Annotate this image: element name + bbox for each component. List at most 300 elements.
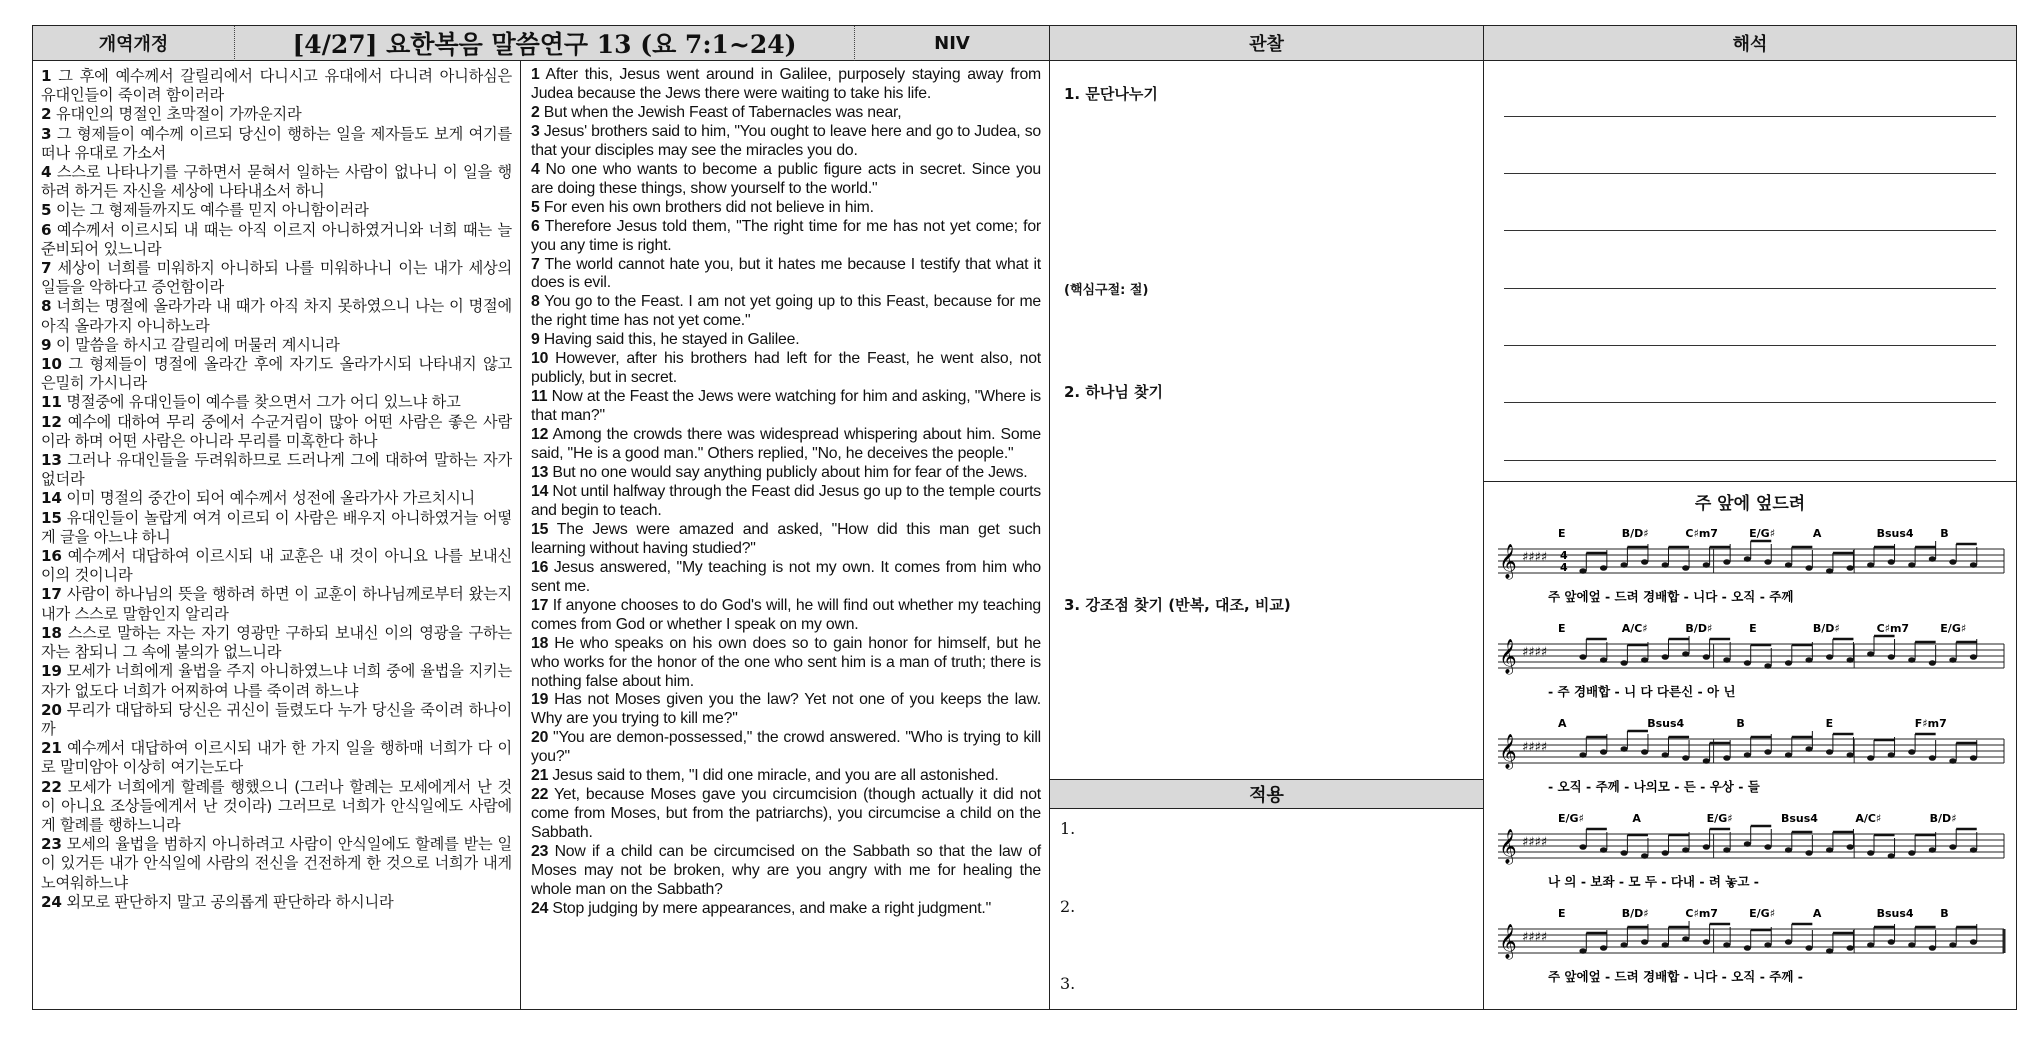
verse-number: 8 xyxy=(41,297,52,316)
chord-symbol: B/D♯ xyxy=(1812,622,1840,635)
page-title: [4/27] 요한복음 말씀연구 13 (요 7:1~24) xyxy=(235,26,855,61)
verse-number: 5 xyxy=(41,201,52,220)
verse-number: 11 xyxy=(531,388,548,406)
verse xyxy=(531,161,1041,199)
verse xyxy=(41,105,512,124)
lyric-line: - 주 경배합 - 니 다 다른신 - 아 닌 xyxy=(1548,684,1736,699)
verse xyxy=(41,585,512,623)
note-head xyxy=(1621,746,1628,752)
note-head xyxy=(1970,939,1977,945)
treble-clef: 𝄞 xyxy=(1499,639,1517,674)
note-head xyxy=(1847,565,1854,571)
verse-text: But no one would say anything publicly about him for fear of the Jews. xyxy=(548,464,1028,482)
note-head xyxy=(1682,755,1689,761)
writing-line xyxy=(1504,345,1996,346)
verse-text: 예수께서 대답하여 이르시되 내가 한 가지 일을 행하매 너희가 다 이로 말미암아 이상히 여기는도다 xyxy=(41,739,512,777)
verse xyxy=(531,521,1041,559)
note-head xyxy=(1826,948,1833,954)
note-head xyxy=(1867,562,1874,568)
verse-text: Now at the Feast the Jews were watching for him and asking, "Where is that man?" xyxy=(531,388,1041,425)
verse-text: If anyone chooses to do God's will, he will find out whether my teaching comes from God or whether I speak on my own. xyxy=(531,596,1041,633)
verse-text: After this, Jesus went around in Galilee, purposely staying away from Judea because the Jews there were waiting to take his life. xyxy=(531,66,1041,102)
verse-number: 24 xyxy=(531,899,549,917)
verse xyxy=(41,336,512,355)
note-head xyxy=(1929,847,1936,853)
verse-number: 14 xyxy=(41,489,62,508)
note-head xyxy=(1764,559,1771,565)
note-head xyxy=(1805,945,1812,951)
verse xyxy=(531,483,1041,521)
note-head xyxy=(1949,758,1956,764)
verse-number: 23 xyxy=(41,835,62,854)
note-head xyxy=(1970,562,1977,568)
note-head xyxy=(1949,559,1956,565)
verse-number: 4 xyxy=(531,160,540,178)
verse-number: 15 xyxy=(41,508,62,527)
verse-text: Has not Moses given you the law? Yet not one of you keeps the law. Why are you trying to kill me?" xyxy=(531,691,1041,728)
chord-symbol: F♯m7 xyxy=(1914,717,1947,730)
verse-text: 사람이 하나님의 뜻을 행하려 하면 이 교훈이 하나님께로부터 왔는지 내가 스스로 말함인지 알리라 xyxy=(41,585,512,623)
verse xyxy=(41,509,512,547)
note-head xyxy=(1579,568,1586,574)
note-head xyxy=(1847,945,1854,951)
verse-text: Jesus answered, "My teaching is not my own. It comes from him who sent me. xyxy=(531,558,1041,595)
note-head xyxy=(1641,749,1648,755)
note-head xyxy=(1826,749,1833,755)
chord-symbol: E/G♯ xyxy=(1558,812,1584,825)
verse-text: 너희는 명절에 올라가라 내 때가 아직 차지 못하였으니 나는 이 명절에 아직 올라가지 아니하노라 xyxy=(41,297,512,335)
treble-clef: 𝄞 xyxy=(1499,924,1517,959)
note-head xyxy=(1888,853,1895,859)
note-head xyxy=(1847,752,1854,758)
verse xyxy=(531,635,1041,692)
verse-text: 예수께서 대답하여 이르시되 내 교훈은 내 것이 아니요 나를 보내신 이의 것이니라 xyxy=(41,547,512,585)
chord-symbol: C♯m7 xyxy=(1876,622,1910,635)
note-head xyxy=(1703,939,1710,945)
verse xyxy=(41,413,512,451)
verse-text: However, after his brothers had left for the Feast, he went also, not publicly, but in secret. xyxy=(531,350,1041,387)
verse-text: 그 후에 예수께서 갈릴리에서 다니시고 유대에서 다니려 아니하심은 유대인들이 죽이려 함이러라 xyxy=(41,67,512,105)
chord-symbol: B xyxy=(1940,527,1949,540)
note-head xyxy=(1785,847,1792,853)
chord-symbol: A xyxy=(1632,812,1641,825)
note-head xyxy=(1867,850,1874,856)
note-head xyxy=(1826,847,1833,853)
version-label: 개역개정 xyxy=(33,26,235,61)
writing-line xyxy=(1504,230,1996,231)
verse-text: 예수에 대하여 무리 중에서 수군거림이 많아 어떤 사람은 좋은 사람이라 하며 어떤 사람은 아니라 무리를 미혹한다 하나 xyxy=(41,412,512,450)
note-head xyxy=(1805,657,1812,663)
note-head xyxy=(1805,850,1812,856)
verse-text: You go to the Feast. I am not yet going up to this Feast, because for me the right time has not yet come." xyxy=(531,293,1041,330)
note-head xyxy=(1703,758,1710,764)
verse-text: The world cannot hate you, but it hates me because I testify that what it does is evil. xyxy=(531,255,1041,292)
note-head xyxy=(1847,844,1854,850)
verse-text: 그 형제들이 명절에 올라간 후에 자기도 올라가시되 나타내지 않고 은밀히 가시니라 xyxy=(41,355,512,393)
note-head xyxy=(1764,663,1771,669)
note-head xyxy=(1600,657,1607,663)
note-head xyxy=(1682,565,1689,571)
verse-number: 6 xyxy=(531,217,540,235)
verse-number: 1 xyxy=(41,67,52,85)
note-head xyxy=(1744,752,1751,758)
verse xyxy=(531,104,1041,123)
verse xyxy=(41,221,512,259)
verse xyxy=(531,256,1041,294)
verse-text: 예수께서 이르시되 내 때는 아직 이르지 아니하였거니와 너희 때는 늘 준비되어 있느니라 xyxy=(41,220,512,258)
time-signature: 4 xyxy=(1560,549,1568,562)
verse xyxy=(41,125,512,163)
chord-symbol: B xyxy=(1940,907,1949,920)
verse xyxy=(531,597,1041,635)
lyric-line: 주 앞에엎 - 드려 경배합 - 니다 - 오직 - 주께 xyxy=(1548,589,1794,604)
note-head xyxy=(1662,654,1669,660)
note-head xyxy=(1867,651,1874,657)
verse-number: 4 xyxy=(41,163,52,182)
note-head xyxy=(1723,559,1730,565)
chord-symbol: E/G♯ xyxy=(1706,812,1733,825)
verse xyxy=(41,297,512,335)
verse-number: 5 xyxy=(531,198,540,216)
key-signature: ♯♯♯♯ xyxy=(1522,930,1548,945)
note-head xyxy=(1641,559,1648,565)
note-head xyxy=(1847,657,1854,663)
lyric-line: - 오직 - 주께 - 나의모 - 든 - 우상 - 들 xyxy=(1548,779,1760,794)
note-head xyxy=(1744,945,1751,951)
note-head xyxy=(1826,568,1833,574)
note-head xyxy=(1662,562,1669,568)
verse xyxy=(41,701,512,739)
verse-number: 22 xyxy=(531,786,549,804)
chord-symbol: A xyxy=(1812,907,1822,920)
note-head xyxy=(1949,942,1956,948)
verse-number: 9 xyxy=(41,335,52,354)
verse xyxy=(41,624,512,662)
note-head xyxy=(1662,752,1669,758)
verse-text: "You are demon-possessed," the crowd answered. "Who is trying to kill you?" xyxy=(531,729,1041,766)
verse-number: 16 xyxy=(41,547,62,566)
note-head xyxy=(1970,755,1977,761)
chord-symbol: Bsus4 xyxy=(1647,717,1685,730)
note-head xyxy=(1662,850,1669,856)
verse-number: 2 xyxy=(531,103,540,121)
verse-number: 11 xyxy=(41,393,62,412)
note-head xyxy=(1744,660,1751,666)
note-head xyxy=(1682,936,1689,942)
verse xyxy=(41,163,512,201)
chord-symbol: E/G♯ xyxy=(1940,622,1967,635)
verse-number: 18 xyxy=(41,623,62,642)
note-head xyxy=(1600,749,1607,755)
note-head xyxy=(1867,942,1874,948)
verse-text: 스스로 나타나기를 구하면서 묻혀서 일하는 사람이 없나니 이 일을 행하려 하거든 자신을 세상에 나타내소서 하니 xyxy=(41,163,512,201)
note-head xyxy=(1785,660,1792,666)
verse-number: 8 xyxy=(531,293,540,311)
verse-text: 그 형제들이 예수께 이르되 당신이 행하는 일을 제자들도 보게 여기를 떠나 유대로 가소서 xyxy=(41,124,512,162)
chord-symbol: B xyxy=(1736,717,1745,730)
verse xyxy=(531,199,1041,218)
verse-number: 16 xyxy=(531,558,549,576)
verse-number: 10 xyxy=(531,350,549,368)
chord-symbol: Bsus4 xyxy=(1876,527,1914,540)
verse-text: 외모로 판단하지 말고 공의롭게 판단하라 하시니라 xyxy=(61,892,394,911)
verse-text: 명절중에 유대인들이 예수를 찾으면서 그가 어디 있느냐 하고 xyxy=(61,393,461,412)
time-signature: 4 xyxy=(1560,561,1568,574)
chord-symbol: C♯m7 xyxy=(1685,907,1718,920)
verse xyxy=(531,350,1041,388)
verse-text: 이는 그 형제들까지도 예수를 믿지 아니함이러라 xyxy=(51,201,369,220)
verse xyxy=(531,388,1041,426)
note-head xyxy=(1579,844,1586,850)
note-head xyxy=(1723,755,1730,761)
verse xyxy=(531,123,1041,161)
note-head xyxy=(1600,847,1607,853)
key-verse-label: (핵심구절: 절) xyxy=(1064,283,1149,298)
verse-text: Therefore Jesus told them, "The right time for me has not yet come; for you any time is right. xyxy=(531,217,1041,254)
verse-number: 9 xyxy=(531,331,540,349)
note-head xyxy=(1908,657,1915,663)
note-head xyxy=(1908,942,1915,948)
note-head xyxy=(1723,942,1730,948)
note-head xyxy=(1888,752,1895,758)
writing-line xyxy=(1504,173,1996,174)
verse xyxy=(531,464,1041,483)
note-head xyxy=(1888,559,1895,565)
verse xyxy=(531,66,1041,104)
verse-text: 유대인의 명절인 초막절이 가까운지라 xyxy=(51,105,302,124)
chord-symbol: B/D♯ xyxy=(1621,527,1649,540)
chord-symbol: A xyxy=(1558,717,1567,730)
section-divider xyxy=(1484,481,2016,482)
note-head xyxy=(1826,654,1833,660)
chord-symbol: B/D♯ xyxy=(1685,622,1713,635)
verse-number: 3 xyxy=(41,124,52,143)
verse-text: Among the crowds there was widespread whispering about him. Some said, "He is a good man." Others replied, "No, he deceives the people." xyxy=(531,426,1041,463)
note-head xyxy=(1908,562,1915,568)
note-head xyxy=(1641,853,1648,859)
observation-column xyxy=(1050,61,1484,1009)
chord-symbol: A/C♯ xyxy=(1855,812,1882,825)
verse-number: 20 xyxy=(531,729,549,747)
verse-text: 모세가 너희에게 할례를 행했으니 (그러나 할례는 모세에게서 난 것이 아니요 조상들에게서 난 것이라) 그러므로 너희가 안식일에도 사람에게 할례를 행하느니라 xyxy=(41,777,512,834)
verse-number: 21 xyxy=(41,739,62,758)
note-head xyxy=(1929,755,1936,761)
verse xyxy=(531,293,1041,331)
verse xyxy=(41,489,512,508)
verse-number: 17 xyxy=(531,596,549,614)
verse-number: 10 xyxy=(41,355,62,374)
note-head xyxy=(1764,844,1771,850)
korean-text-column xyxy=(33,61,521,1009)
note-head xyxy=(1579,654,1586,660)
verse-number: 1 xyxy=(531,66,540,83)
verse-text: Having said this, he stayed in Galilee. xyxy=(539,331,800,349)
verse-number: 13 xyxy=(41,451,62,470)
verse-number: 20 xyxy=(41,700,62,719)
note-head xyxy=(1744,556,1751,562)
verse xyxy=(531,426,1041,464)
song-title: 주 앞에 엎드려 xyxy=(1694,494,1806,514)
application-header: 적용 xyxy=(1050,779,1483,809)
verse xyxy=(531,767,1041,786)
note-head xyxy=(1662,942,1669,948)
verse-text: The Jews were amazed and asked, "How did this man get such learning without having studied?" xyxy=(531,520,1041,557)
verse-text: 모세의 율법을 범하지 아니하려고 사람이 안식일에도 할례를 받는 일이 있거든 내가 안식일에 사람의 전신을 건전하게 한 것으로 너희가 내게 노여워하느냐 xyxy=(41,835,512,892)
note-head xyxy=(1949,844,1956,850)
note-head xyxy=(1723,847,1730,853)
niv-label: NIV xyxy=(855,26,1050,61)
interpretation-column xyxy=(1484,61,2016,1009)
note-head xyxy=(1579,752,1586,758)
note-head xyxy=(1764,749,1771,755)
note-head xyxy=(1888,654,1895,660)
study-sheet xyxy=(32,25,2017,1010)
key-signature: ♯♯♯♯ xyxy=(1522,740,1548,755)
verse-text: But when the Jewish Feast of Tabernacles was near, xyxy=(539,103,902,121)
verse xyxy=(531,900,1041,919)
key-signature: ♯♯♯♯ xyxy=(1522,645,1548,660)
verse-text: 스스로 말하는 자는 자기 영광만 구하되 보내신 이의 영광을 구하는 자는 참되니 그 속에 불의가 없느니라 xyxy=(41,623,512,662)
verse xyxy=(41,778,512,836)
verse-number: 3 xyxy=(531,122,540,140)
chord-symbol: Bsus4 xyxy=(1876,907,1914,920)
chord-symbol: B/D♯ xyxy=(1929,812,1957,825)
application-item-1: 1. xyxy=(1060,819,1076,838)
treble-clef: 𝄞 xyxy=(1499,829,1517,864)
note-head xyxy=(1621,660,1628,666)
interpret-header: 해석 xyxy=(1484,26,2016,61)
note-head xyxy=(1785,562,1792,568)
note-head xyxy=(1970,847,1977,853)
writing-line xyxy=(1504,402,1996,403)
verse-text: For even his own brothers did not believe in him. xyxy=(539,198,874,216)
lyric-line: 주 앞에엎 - 드려 경배합 - 니다 - 오직 - 주께 - xyxy=(1548,969,1803,984)
application-item-3: 3. xyxy=(1060,974,1076,993)
chord-symbol: E xyxy=(1558,907,1566,920)
key-signature: ♯♯♯♯ xyxy=(1522,835,1548,850)
verse-number: 7 xyxy=(41,259,52,278)
verse xyxy=(41,67,512,105)
note-head xyxy=(1867,755,1874,761)
chord-symbol: C♯m7 xyxy=(1685,527,1718,540)
verse-number: 2 xyxy=(41,105,52,124)
verse xyxy=(41,547,512,585)
verse-text: Stop judging by mere appearances, and make a right judgment." xyxy=(548,899,991,917)
verse xyxy=(531,786,1041,843)
verse-text: Now if a child can be circumcised on the Sabbath so that the law of Moses may not be broken, why are you angry with me for healing the whole man on the Sabbath? xyxy=(531,843,1041,898)
verse xyxy=(41,739,512,777)
note-head xyxy=(1682,651,1689,657)
note-head xyxy=(1805,565,1812,571)
chord-symbol: E xyxy=(1749,622,1757,635)
note-head xyxy=(1970,654,1977,660)
verse xyxy=(531,843,1041,900)
verse-number: 12 xyxy=(41,412,62,431)
note-head xyxy=(1929,945,1936,951)
chord-symbol: E/G♯ xyxy=(1749,527,1776,540)
verse-number: 6 xyxy=(41,220,52,239)
verse xyxy=(41,259,512,297)
verse-text: Yet, because Moses gave you circumcision (though actually it did not come from Moses, but from the patriarchs), you circumcise a child on the Sabbath. xyxy=(531,786,1041,842)
treble-clef: 𝄞 xyxy=(1499,734,1517,769)
note-head xyxy=(1703,654,1710,660)
note-head xyxy=(1929,556,1936,562)
verse-number: 23 xyxy=(531,843,549,861)
verse-text: 이미 명절의 중간이 되어 예수께서 성전에 올라가사 가르치시니 xyxy=(61,489,476,508)
chord-symbol: E/G♯ xyxy=(1749,907,1776,920)
verse xyxy=(41,662,512,700)
writing-line xyxy=(1504,288,1996,289)
song-score xyxy=(1484,511,2016,1009)
lyric-line: 나 의 - 보좌 - 모 두 - 다내 - 려 놓고 - xyxy=(1548,874,1759,889)
note-head xyxy=(1723,657,1730,663)
verse-text: He who speaks on his own does so to gain honor for himself, but he who works for the honor of the one who sent him is a man of truth; there is nothing false about him. xyxy=(531,634,1041,690)
verse xyxy=(531,729,1041,767)
observe-header: 관찰 xyxy=(1050,26,1484,61)
writing-line xyxy=(1504,460,1996,461)
find-god-label: 2. 하나님 찾기 xyxy=(1064,383,1164,401)
chord-symbol: E xyxy=(1558,622,1566,635)
key-signature: ♯♯♯♯ xyxy=(1522,550,1548,565)
verse xyxy=(41,393,512,412)
verse-text: 무리가 대답하되 당신은 귀신이 들렸도다 누가 당신을 죽이려 하나이까 xyxy=(41,700,512,738)
verse xyxy=(41,835,512,893)
verse-number: 17 xyxy=(41,585,62,604)
chord-symbol: A xyxy=(1812,527,1822,540)
find-emphasis-label: 3. 강조점 찾기 (반복, 대조, 비교) xyxy=(1064,596,1291,614)
note-head xyxy=(1949,657,1956,663)
note-head xyxy=(1805,746,1812,752)
verse-number: 24 xyxy=(41,892,62,911)
verse xyxy=(531,331,1041,350)
verse-number: 19 xyxy=(41,662,62,681)
chord-symbol: A/C♯ xyxy=(1621,622,1648,635)
verse-number: 15 xyxy=(531,520,549,538)
divide-paragraphs-label: 1. 문단나누기 xyxy=(1064,85,1158,103)
verse xyxy=(41,201,512,220)
note-head xyxy=(1785,939,1792,945)
note-head xyxy=(1929,660,1936,666)
verse-text: 모세가 너희에게 율법을 주지 아니하였느냐 너희 중에 율법을 지키는 자가 없도다 너희가 어찌하여 나를 죽이려 하느냐 xyxy=(41,662,512,700)
verse-number: 21 xyxy=(531,767,549,785)
verse xyxy=(41,451,512,489)
note-head xyxy=(1682,847,1689,853)
note-head xyxy=(1703,562,1710,568)
chord-symbol: E xyxy=(1558,527,1566,540)
verse-text: 유대인들이 놀랍게 여겨 이르되 이 사람은 배우지 아니하였거늘 어떻게 글을 아느냐 하니 xyxy=(41,508,512,546)
verse-text: Jesus said to them, "I did one miracle, and you are all astonished. xyxy=(548,767,999,785)
verse-number: 12 xyxy=(531,426,549,444)
note-head xyxy=(1621,942,1628,948)
note-head xyxy=(1621,562,1628,568)
note-head xyxy=(1908,749,1915,755)
note-head xyxy=(1785,752,1792,758)
treble-clef: 𝄞 xyxy=(1499,544,1517,579)
verse-text: 그러나 유대인들을 두려워하므로 드러나게 그에 대하여 말하는 자가 없더라 xyxy=(41,451,512,489)
note-head xyxy=(1641,939,1648,945)
verse-text: Jesus' brothers said to him, "You ought to leave here and go to Judea, so that your disciples may see the miracles you do. xyxy=(531,122,1041,159)
verse-text: 이 말씀을 하시고 갈릴리에 머물러 계시니라 xyxy=(51,335,340,354)
chord-symbol: B/D♯ xyxy=(1621,907,1649,920)
note-head xyxy=(1764,942,1771,948)
note-head xyxy=(1621,850,1628,856)
note-head xyxy=(1600,945,1607,951)
chord-symbol: E xyxy=(1825,717,1834,730)
verse-number: 18 xyxy=(531,634,549,652)
verse-number: 7 xyxy=(531,255,540,273)
verse-number: 14 xyxy=(531,482,549,500)
verse-number: 13 xyxy=(531,464,549,482)
